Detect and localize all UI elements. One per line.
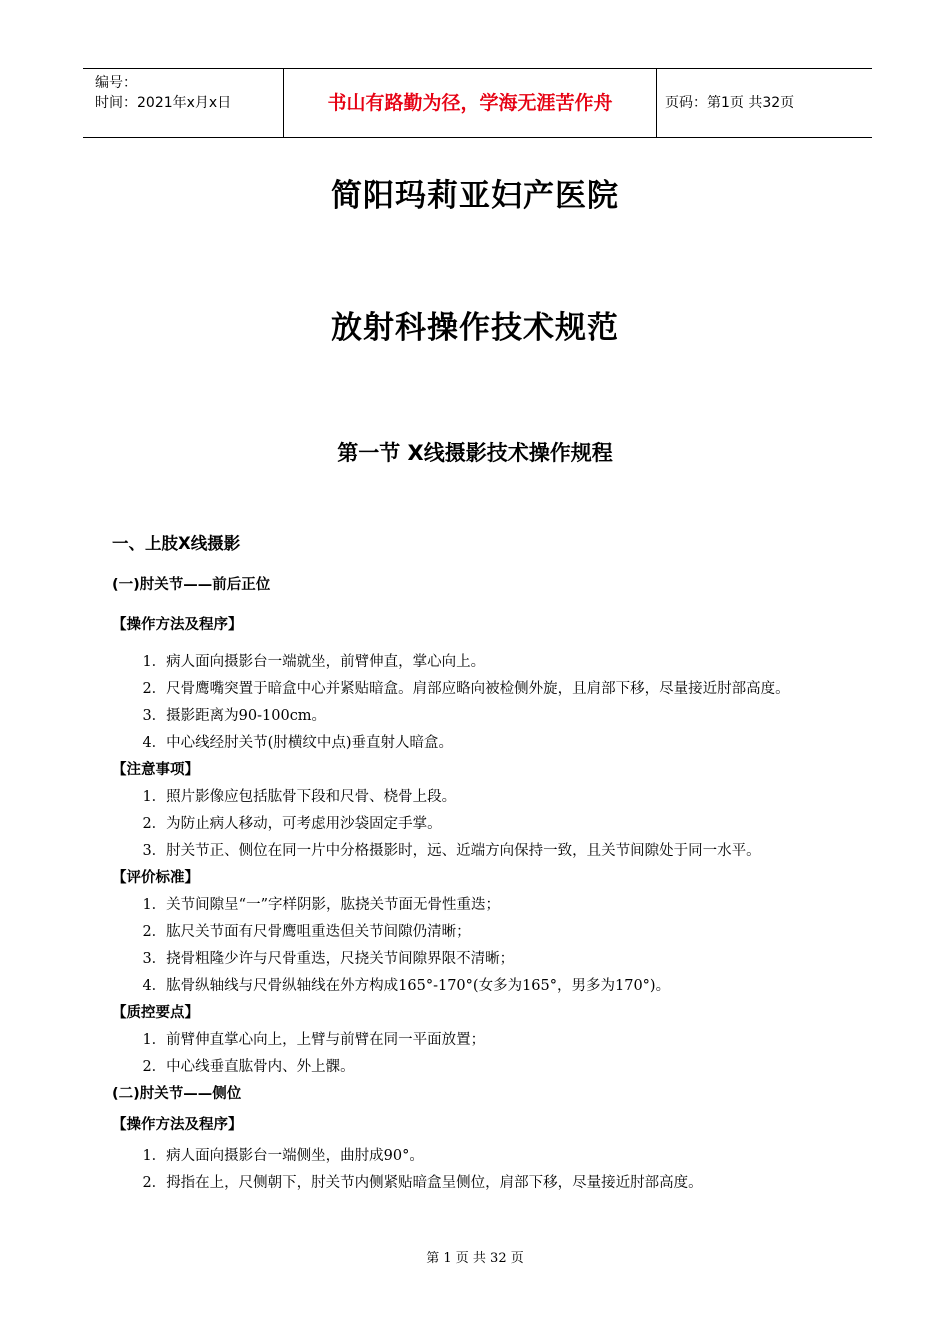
document-title: 放射科操作技术规范 <box>331 310 619 346</box>
paragraph: 2．拇指在上，尺侧朝下，肘关节内侧紧贴暗盒呈侧位，肩部下移，尽量接近肘部高度。 <box>142 1175 703 1191</box>
paragraph: 1．前臂伸直掌心向上，上臂与前臂在同一平面放置； <box>142 1032 486 1048</box>
paragraph: 2．中心线垂直肱骨内、外上髁。 <box>142 1059 355 1075</box>
paragraph: 1．照片影像应包括肱骨下段和尺骨、桡骨上段。 <box>142 789 457 805</box>
ops-heading: 【操作方法及程序】 <box>112 1117 243 1133</box>
eval-heading: 【评价标准】 <box>112 870 199 886</box>
paragraph: 4．肱骨纵轴线与尺骨纵轴线在外方构成165°-170°(女多为165°，男多为170°)。 <box>142 978 671 994</box>
page-header <box>83 68 872 138</box>
qc-heading: 【质控要点】 <box>112 1005 199 1021</box>
paragraph: 2．为防止病人移动，可考虑用沙袋固定手掌。 <box>142 816 442 832</box>
header-page-label: 页码：第1页 共32页 <box>665 95 795 111</box>
paragraph: 1．关节间隙呈“一”字样阴影，肱挠关节面无骨性重迭； <box>142 897 500 913</box>
notes-heading: 【注意事项】 <box>112 762 199 778</box>
ops-heading: 【操作方法及程序】 <box>112 617 243 633</box>
paragraph: 3．摄影距离为90-100cm。 <box>142 708 327 724</box>
header-motto: 书山有路勤为径，学海无涯苦作舟 <box>283 69 657 137</box>
part-heading: 一、上肢X线摄影 <box>112 534 241 553</box>
paragraph: 4．中心线经肘关节(肘横纹中点)垂直射人暗盒。 <box>142 735 453 751</box>
hospital-title: 简阳玛莉亚妇产医院 <box>331 178 619 214</box>
paragraph: 2．肱尺关节面有尺骨鹰咀重迭但关节间隙仍清晰； <box>142 924 471 940</box>
paragraph: 1．病人面向摄影台一端侧坐，曲肘成90°。 <box>142 1148 424 1164</box>
subsection-heading: (二)肘关节——侧位 <box>112 1086 242 1102</box>
paragraph: 2．尺骨鹰嘴突置于暗盒中心并紧贴暗盒。肩部应略向被检侧外旋，且肩部下移，尽量接近肘部高度。 <box>142 681 790 697</box>
document-body <box>112 530 844 1197</box>
number-label: 编号： <box>95 75 137 91</box>
paragraph: 3．挠骨粗隆少许与尺骨重迭，尺挠关节间隙界限不清晰； <box>142 951 515 967</box>
section-title: 第一节 X线摄影技术操作规程 <box>337 441 613 465</box>
paragraph: 3．肘关节正、侧位在同一片中分格摄影时，远、近端方向保持一致，且关节间隙处于同一水平。 <box>142 843 761 859</box>
time-label: 时间：2021年x月x日 <box>95 95 232 111</box>
subsection-heading: (一)肘关节——前后正位 <box>112 577 271 593</box>
paragraph: 1．病人面向摄影台一端就坐，前臂伸直，掌心向上。 <box>142 654 486 670</box>
page-footer: 第 1 页 共 32 页 <box>426 1251 524 1266</box>
header-info <box>83 69 283 137</box>
